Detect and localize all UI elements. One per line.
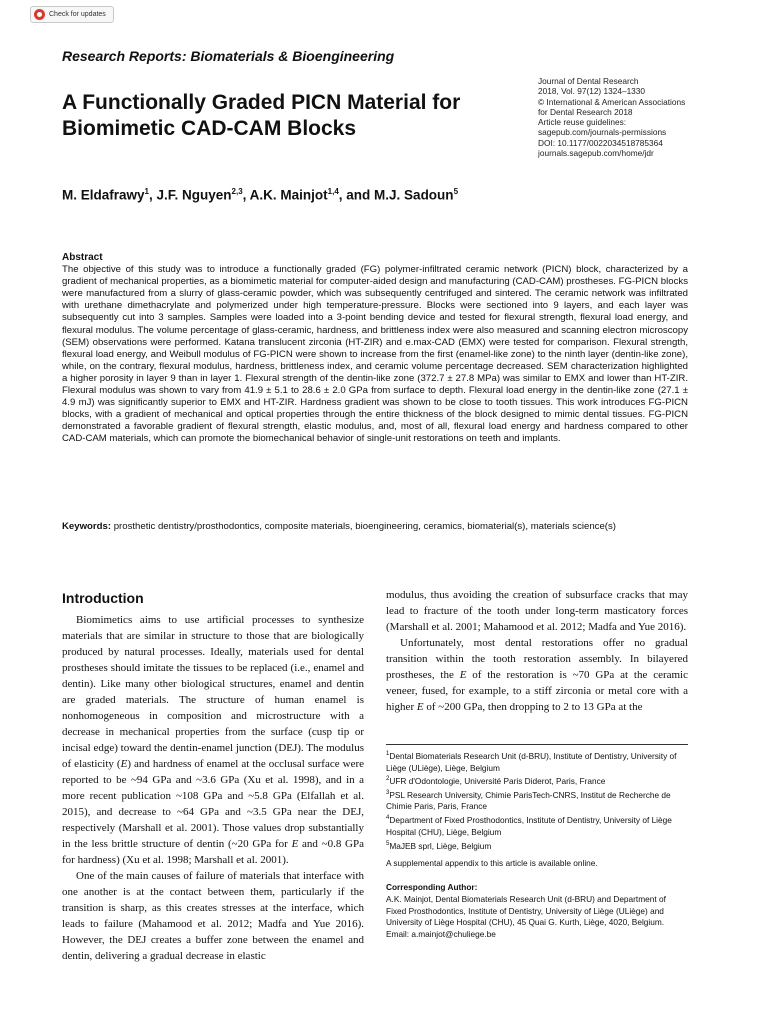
journal-volume: 2018, Vol. 97(12) 1324–1330 bbox=[538, 86, 646, 97]
author-name: M. Eldafrawy bbox=[62, 187, 145, 203]
corresponding-author-heading: Corresponding Author: bbox=[386, 882, 478, 892]
body-text: Unfortunately, most dental restorations offer no gradual transition within the tooth restoration assembly. In bilayered prostheses, the bbox=[386, 637, 688, 681]
copyright-line-1: © International & American Associations bbox=[538, 96, 686, 107]
section-kicker: Research Reports: Biomaterials & Bioengineering bbox=[62, 48, 395, 64]
affiliation-mark: 5 bbox=[386, 840, 390, 847]
body-text: Biomimetics aims to use artificial processes to synthesize materials that are similar in structure to those that are biologically produced by natural processes. Ideally, materials used for dental prostheses should imitate the tissues to be replaced (i.e., enamel and dentin). Like many other biological structures, enamel and dentin are graded materials. The structure of human enamel is nonhomogeneous in composition and microstructure with a decrease in mechanical properties from the surface (cusp tip or incisal edge) toward the dentin-enamel junction (DEJ). The modulus of elasticity ( bbox=[62, 614, 364, 770]
author-name: J.F. Nguyen bbox=[156, 187, 232, 203]
corresponding-author bbox=[386, 882, 688, 941]
body-paragraph: modulus, thus avoiding the creation of subsurface cracks that may lead to fracture of the tooth under long-term masticatory forces (Marshall et al. 2001; Mahamood et al. 2012; Madfa and Yue 2016). bbox=[386, 589, 688, 633]
affiliation-item bbox=[386, 839, 688, 853]
author-separator: , and bbox=[338, 187, 375, 203]
affiliation-mark: 4 bbox=[386, 815, 390, 822]
affiliation-item bbox=[386, 788, 688, 813]
check-updates-icon bbox=[34, 9, 45, 20]
keywords-label: Keywords: bbox=[62, 521, 112, 532]
affiliation-mark: 1 bbox=[386, 751, 390, 757]
affiliation-mark: 3 bbox=[386, 789, 390, 796]
abstract-heading: Abstract bbox=[62, 252, 103, 263]
copyright-line-2: for Dental Research 2018 bbox=[538, 106, 633, 117]
journal-metadata bbox=[538, 76, 738, 158]
author-name: A.K. Mainjot bbox=[249, 187, 328, 203]
body-text: ) and hardness of enamel at the occlusal surface were reported to be ~94 GPa and ~3.6 GPa (Xu et al. 1998), and in a more recent publication ~108 GPa and ~5.8 GPa (Elfallah et al. 2015), and decrease to ~64 GPa and ~3.5 GPa near the DEJ, respectively (Marshall et al. 2001). Those values drop substantially in the less brittle structure of dentin (~20 GPa for bbox=[62, 758, 364, 850]
variable-e: E bbox=[291, 838, 299, 850]
variable-e: E bbox=[416, 701, 424, 713]
affiliation-mark: 2 bbox=[386, 776, 390, 783]
author-affiliation-mark: 1,4 bbox=[327, 187, 339, 196]
body-text: of the restoration is ~70 GPa at the ceramic veneer, fused, for example, to a stiff zirconia or metal core with a higher bbox=[386, 669, 688, 713]
body-text: and ~0.8 GPa for hardness) (Xu et al. 1998; Marshall et al. 2001). bbox=[62, 838, 365, 866]
body-paragraph: One of the main causes of failure of materials that interface with one another is at the contact between them, particularly if the transition is sharp, as this creates stresses at the interface, which leads to failure (Mahamood et al. 2012; Madfa and Yue 2016). However, the DEJ creates a buffer zone between the enamel and dentin, delivering a gradual decrease in elastic bbox=[62, 870, 364, 962]
journal-home-link[interactable]: journals.sagepub.com/home/jdr bbox=[538, 148, 654, 159]
permissions-link[interactable]: sagepub.com/journals-permissions bbox=[538, 127, 667, 138]
abstract-text: The objective of this study was to introduce a functionally graded (FG) polymer-infiltrated ceramic network (PICN) block, characterized by a gradient of mechanical properties, as a biomimetic material for computer-aided design and manufacturing (CAD-CAM) prostheses. FG-PICN blocks were manufactured from a slurry of glass-ceramic powder, which was subsequently centrifuged and sintered. The ceramic network was infiltrated with urethane dimethacrylate and polymerized under high temperature-pressure. Blocks were sectioned into 9 layers, and each layer was subsequently cut into 3 samples. Samples were loaded into a 3-point bending device and tested for flexural strength, flexural load energy, and flexural modulus. The volume percentage of glass-ceramic, hardness, and brittleness index were also measured and scanning electron microscopy (SEM) observations were performed. Katana translucent zirconia (HT-ZIR) and e.max-CAD (EMX) were tested for comparison. Flexural strength, flexural load energy, and Weibull modulus of FG-PICN were shown to increase from the first (enamel-like zone) to the ninth layer (dentin-like zone), while, on the contrary, flexural modulus, hardness, brittleness index, and ceramic volume percentage decreased. SEM characterization highlighted a higher porosity in layer 9 than in layer 1. Flexural strength of the dentin-like zone (372.7 ± 27.8 MPa) was similar to EMX and lower than HT-ZIR. Flexural modulus was shown to vary from 41.9 ± 5.1 to 28.6 ± 2.0 GPa from surface to depth. Flexural load energy in the dentin-like zone (27.1 ± 4.9 mJ) was significantly superior to EMX and HT-ZIR. Hardness gradient was shown to be close to tooth tissues. This work introduces FG-PICN blocks, with a gradient of mechanical and optical properties through the entire thickness of the block designed to mimic dental tissues. FG-PICN demonstrated a favorable gradient of flexural strength, elastic modulus, and, most of all, flexural load energy and hardness compared to other CAD-CAM materials, which can promote the biomechanical behavior of single-unit restorations on teeth and implants. bbox=[62, 264, 688, 445]
author-list bbox=[62, 187, 458, 203]
variable-e: E bbox=[459, 669, 467, 681]
author-affiliation-mark: 1 bbox=[144, 187, 149, 196]
reuse-guidelines-label: Article reuse guidelines: bbox=[538, 117, 627, 128]
body-column-right bbox=[386, 587, 688, 715]
affiliations bbox=[386, 749, 688, 852]
doi[interactable]: DOI: 10.1177/0022034518785364 bbox=[538, 137, 663, 148]
affiliation-text: Department of Fixed Prosthodontics, Institute of Dentistry, University of Liège Hospital (CHU), Liège, Belgium bbox=[386, 815, 672, 837]
journal-name: Journal of Dental Research bbox=[538, 76, 639, 86]
body-text: of ~200 GPa, then dropping to 2 to 13 GPa at the bbox=[423, 701, 643, 713]
keywords-text: prosthetic dentistry/prosthodontics, composite materials, bioengineering, ceramics, biomaterial(s), materials science(s) bbox=[111, 521, 616, 532]
abstract bbox=[62, 252, 688, 446]
variable-e: E bbox=[120, 758, 128, 770]
author-affiliation-mark: 2,3 bbox=[231, 187, 243, 196]
check-for-updates-badge[interactable] bbox=[30, 6, 114, 23]
check-for-updates-label: Check for updates bbox=[49, 11, 106, 18]
body-paragraph bbox=[62, 612, 364, 868]
article-title: A Functionally Graded PICN Material for Biomimetic CAD-CAM Blocks bbox=[62, 91, 461, 140]
affiliation-text: MaJEB sprl, Liège, Belgium bbox=[389, 840, 492, 851]
supplemental-note: A supplemental appendix to this article is available online. bbox=[386, 858, 598, 868]
footnote-divider bbox=[386, 744, 688, 745]
affiliation-item bbox=[386, 749, 688, 774]
affiliation-text: UFR d'Odontologie, Université Paris Diderot, Paris, France bbox=[389, 776, 606, 787]
keywords bbox=[62, 521, 722, 533]
corresponding-author-address: A.K. Mainjot, Dental Biomaterials Research Unit (d-BRU) and Department of Fixed Prosthodontics, Institute of Dentistry, University of Liège (ULiège) and University of Liège Hospital (CHU), 45 Quai G. Kurth, Liège, 4020, Belgium. bbox=[386, 893, 666, 928]
affiliation-text: Dental Biomaterials Research Unit (d-BRU), Institute of Dentistry, University of Liège (ULiège), Liège, Belgium bbox=[386, 750, 677, 773]
author-affiliation-mark: 5 bbox=[453, 187, 459, 196]
introduction-heading: Introduction bbox=[62, 590, 144, 606]
body-column-left bbox=[62, 612, 364, 964]
affiliation-item bbox=[386, 774, 688, 788]
author-separator: , bbox=[148, 187, 157, 203]
corresponding-author-email[interactable]: Email: a.mainjot@chuliege.be bbox=[386, 929, 496, 940]
affiliation-text: PSL Research University, Chimie ParisTech-CNRS, Institut de Recherche de Chimie Paris, Paris, France bbox=[386, 789, 671, 812]
body-paragraph bbox=[386, 635, 688, 715]
affiliation-item bbox=[386, 813, 688, 838]
author-name: M.J. Sadoun bbox=[374, 187, 454, 203]
author-separator: , bbox=[242, 187, 250, 203]
